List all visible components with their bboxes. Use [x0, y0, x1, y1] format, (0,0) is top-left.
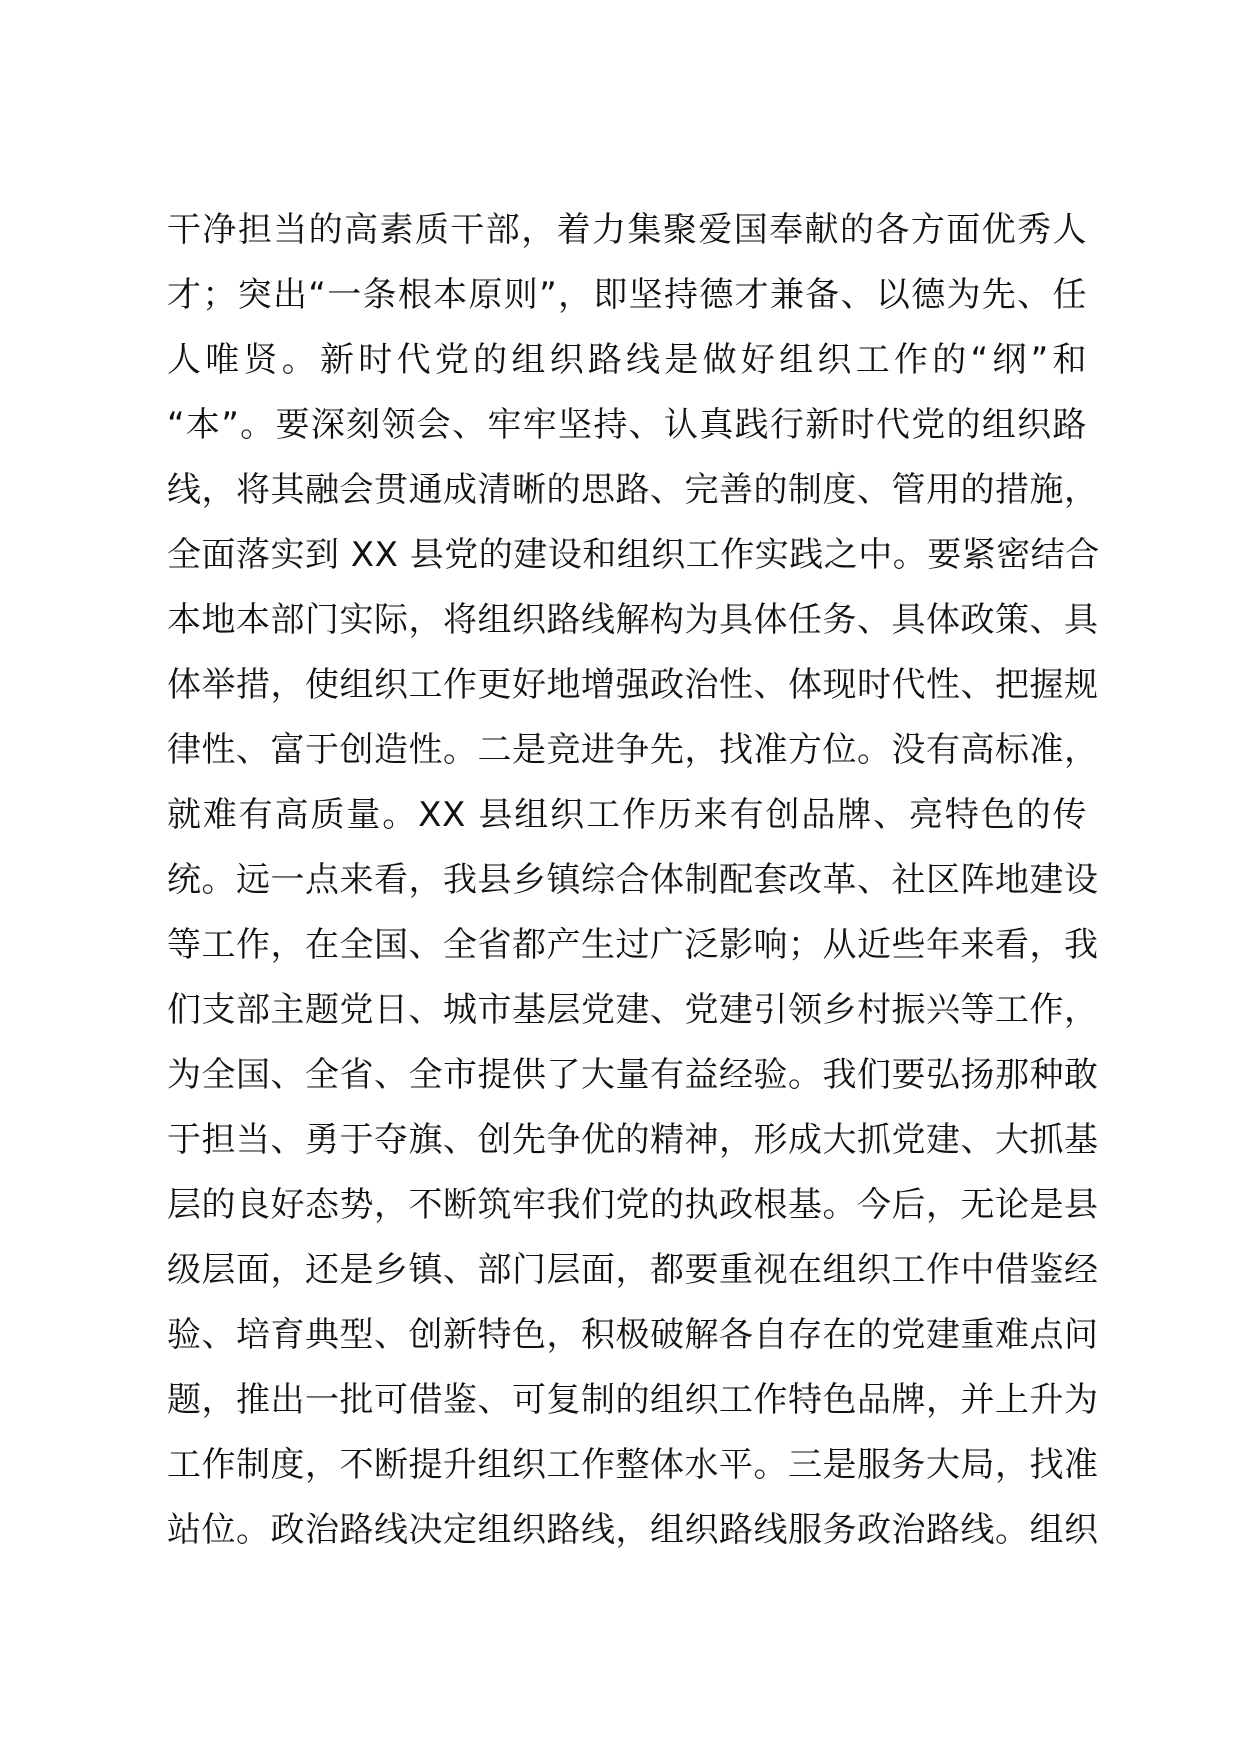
text-line: 线，将其融会贯通成清晰的思路、完善的制度、管用的措施，: [167, 470, 1099, 510]
text-line: 工作制度，不断提升组织工作整体水平。三是服务大局，找准: [167, 1445, 1099, 1485]
text-line: 站位。政治路线决定组织路线，组织路线服务政治路线。组织: [167, 1510, 1099, 1550]
text-line: 体举措，使组织工作更好地增强政治性、体现时代性、把握规: [167, 665, 1099, 705]
text-line: 才；突出“一条根本原则”，即坚持德才兼备、以德为先、任: [167, 275, 1087, 315]
body-paragraph: [167, 198, 1100, 1563]
text-line: 干净担当的高素质干部，着力集聚爱国奉献的各方面优秀人: [167, 210, 1087, 250]
text-line: 为全国、全省、全市提供了大量有益经验。我们要弘扬那种敢: [167, 1055, 1099, 1095]
text-line: 律性、富于创造性。二是竞进争先，找准方位。没有高标准，: [167, 730, 1099, 770]
text-line: 本地本部门实际，将组织路线解构为具体任务、具体政策、具: [167, 600, 1099, 640]
text-line: 们支部主题党日、城市基层党建、党建引领乡村振兴等工作，: [167, 990, 1099, 1030]
text-line: 层的良好态势，不断筑牢我们党的执政根基。今后，无论是县: [167, 1185, 1099, 1225]
text-line: 于担当、勇于夺旗、创先争优的精神，形成大抓党建、大抓基: [167, 1120, 1099, 1160]
text-line: 就难有高质量。XX 县组织工作历来有创品牌、亮特色的传: [167, 795, 1087, 835]
text-line: 全面落实到 XX 县党的建设和组织工作实践之中。要紧密结合: [167, 535, 1100, 575]
text-line: 验、培育典型、创新特色，积极破解各自存在的党建重难点问: [167, 1315, 1099, 1355]
text-line: 人唯贤。新时代党的组织路线是做好组织工作的“纲”和: [167, 340, 1087, 380]
text-line: “本”。要深刻领会、牢牢坚持、认真践行新时代党的组织路: [167, 405, 1087, 445]
text-line: 等工作，在全国、全省都产生过广泛影响；从近些年来看，我: [167, 925, 1099, 965]
text-line: 级层面，还是乡镇、部门层面，都要重视在组织工作中借鉴经: [167, 1250, 1099, 1290]
text-line: 统。远一点来看，我县乡镇综合体制配套改革、社区阵地建设: [167, 860, 1099, 900]
text-line: 题，推出一批可借鉴、可复制的组织工作特色品牌，并上升为: [167, 1380, 1099, 1420]
